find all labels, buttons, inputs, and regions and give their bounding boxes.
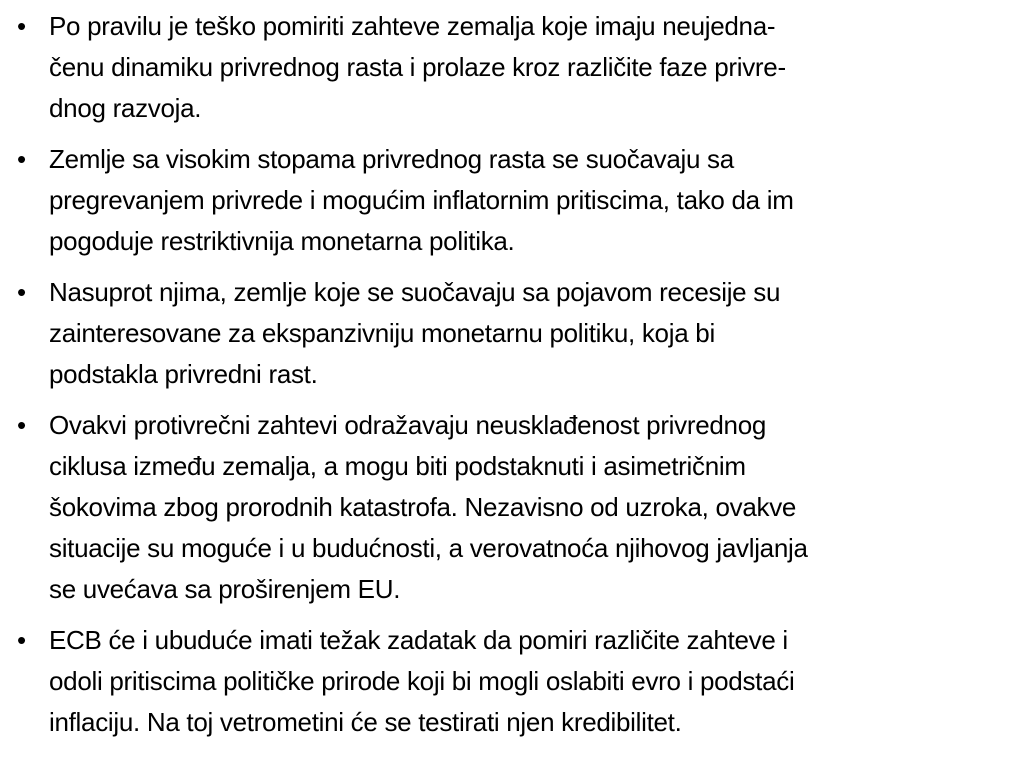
text-line: situacije su moguće i u budućnosti, a verovatnoća njihovog javljanja [49,533,808,563]
bullet-list [0,6,1024,753]
text-line: Nasuprot njima, zemlje koje se suočavaju sa pojavom recesije su [49,277,781,307]
bullet-item [0,405,1024,610]
text-line: ECB će i ubuduće imati težak zadatak da pomiri različite zahteve i [49,625,788,655]
bullet-item [0,139,1024,262]
bullet-item [0,272,1024,395]
bullet-dot-icon: • [17,11,27,41]
bullet-text [49,272,1024,395]
bullet-item [0,6,1024,129]
text-line: se uvećava sa proširenjem EU. [49,574,401,604]
text-line: odoli pritiscima političke prirode koji bi mogli oslabiti evro i podstaći [49,666,795,696]
bullet-dot-icon: • [17,144,27,174]
text-line: šokovima zbog prorodnih katastrofa. Nezavisno od uzroka, ovakve [49,492,797,522]
bullet-dot-icon: • [17,410,27,440]
text-line: čenu dinamiku privrednog rasta i prolaze kroz različite faze privre- [49,52,786,82]
text-line: inflaciju. Na toj vetrometini će se testirati njen kredibilitet. [49,707,682,737]
text-line: Po pravilu je teško pomiriti zahteve zemalja koje imaju neujedna- [49,11,776,41]
text-line: Zemlje sa visokim stopama privrednog rasta se suočavaju sa [49,144,734,174]
bullet-text [49,6,1024,129]
bullet-text [49,620,1024,743]
text-line: pogoduje restriktivnija monetarna politika. [49,226,515,256]
text-line: dnog razvoja. [49,93,202,123]
text-line: ciklusa između zemalja, a mogu biti podstaknuti i asimetričnim [49,451,746,481]
bullet-item [0,620,1024,743]
bullet-text [49,405,1024,610]
text-line: pregrevanjem privrede i mogućim inflatornim pritiscima, tako da im [49,185,794,215]
bullet-dot-icon: • [17,277,27,307]
text-line: Ovakvi protivrečni zahtevi odražavaju neusklađenost privrednog [49,410,767,440]
text-line: zainteresovane za ekspanzivniju monetarnu politiku, koja bi [49,318,715,348]
bullet-text [49,139,1024,262]
text-line: podstakla privredni rast. [49,359,318,389]
bullet-dot-icon: • [17,625,27,655]
